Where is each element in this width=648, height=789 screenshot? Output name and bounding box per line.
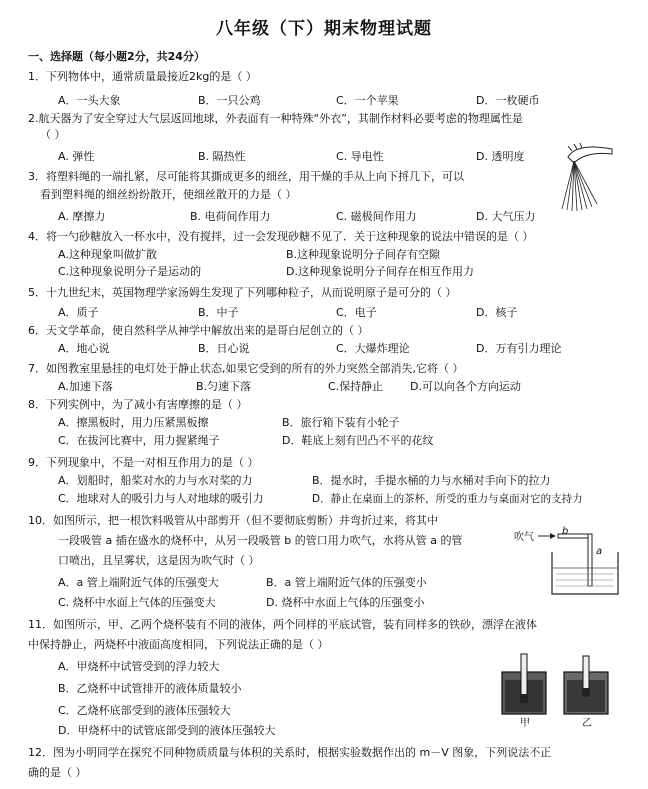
- q9-option-c: C．地球对人的吸引力与人对地球的吸引力: [58, 492, 264, 505]
- q10-stem-cont: 一段吸管 a 插在盛水的烧杯中，从另一段吸管 b 的管口用力吹气，水将从管 a 的管: [58, 534, 463, 547]
- q8-option-c: C．在拔河比赛中，用力握紧绳子: [58, 434, 220, 447]
- q3-stem: 3．将塑料绳的一端扎紧，尽可能将其撕成更多的细丝，用干燥的手从上向下捋几下，可以: [28, 170, 464, 183]
- q7-option-c: C.保持静止: [328, 380, 384, 393]
- q7-stem: 7．如图教室里悬挂的电灯处于静止状态,如果它受到的所有的外力突然全部消失,它将（ ）: [28, 362, 464, 375]
- straw-a-label: a: [596, 546, 603, 557]
- q2-option-c: C. 导电性: [336, 150, 384, 163]
- q3-option-c: C. 磁极间作用力: [336, 210, 417, 223]
- q4-option-d: D.这种现象说明分子间存在相互作用力: [286, 265, 474, 278]
- q1-stem: 1．下列物体中，通常质量最接近2kg的是（ ）: [28, 70, 257, 83]
- q11-stem: 11．如图所示，甲、乙两个烧杯装有不同的液体，两个同样的平底试管，装有同样多的铁砂，漂浮在液体: [28, 618, 537, 631]
- q5-stem: 5．十九世纪末，英国物理学家汤姆生发现了下列哪种粒子，从而说明原子是可分的（ ）: [28, 286, 457, 299]
- q2-stem: 2.航天器为了安全穿过大气层返回地球，外表面有一种特殊“外衣”，其制作材料必要考虑的物理属性是: [28, 112, 523, 125]
- beaker-drawing: [514, 528, 624, 600]
- q11-stem-cont: 中保持静止，两烧杯中液面高度相同，下列说法正确的是（ ）: [28, 638, 329, 651]
- q9-option-d: D．静止在桌面上的茶杯，所受的重力与桌面对它的支持力: [312, 493, 583, 505]
- q11-option-d: D．甲烧杯中的试管底部受到的液体压强较大: [58, 724, 276, 737]
- q4-stem: 4．将一勺砂糖放入一杯水中，没有搅拌，过一会发现砂糖不见了．关于这种现象的说法中错误的是（ ）: [28, 230, 534, 243]
- q4-option-b: B.这种现象说明分子间存有空隙: [286, 248, 441, 261]
- straw-b-label: b: [562, 526, 569, 537]
- q11-option-a: A．甲烧杯中试管受到的浮力较大: [58, 660, 220, 673]
- q3-stem-cont: 看到塑料绳的细丝纷纷散开，使细丝散开的力是（ ）: [40, 188, 297, 201]
- q8-option-d: D．鞋底上刻有凹凸不平的花纹: [282, 434, 434, 447]
- q12-stem-cont: 确的是（ ）: [28, 766, 87, 779]
- q2-option-d: D. 透明度: [476, 150, 525, 163]
- q9-option-b: B．提水时，手提水桶的力与水桶对手向下的拉力: [312, 474, 551, 487]
- beaker-left-label: 甲: [520, 718, 530, 729]
- q7-option-b: B.匀速下落: [196, 380, 252, 393]
- q6-stem: 6．天文学革命，使自然科学从神学中解放出来的是哥白尼创立的（ ）: [28, 324, 369, 337]
- beaker-right-label: 乙: [582, 718, 592, 729]
- q9-option-a: A．划船时，船桨对水的力与水对桨的力: [58, 474, 253, 487]
- q4-option-a: A.这种现象叫做扩散: [58, 248, 157, 261]
- q1-option-a: A．一头大象: [58, 94, 121, 107]
- q2-stem-cont: （ ）: [40, 128, 66, 141]
- q9-stem: 9．下列现象中，不是一对相互作用力的是（ ）: [28, 456, 259, 469]
- q5-option-b: B．中子: [198, 306, 239, 319]
- q10-option-b: B．a 管上端附近气体的压强变小: [266, 576, 427, 589]
- q8-stem: 8．下列实例中，为了减小有害摩擦的是（ ）: [28, 398, 248, 411]
- spreading-strings-figure: [560, 143, 618, 213]
- q2-option-a: A. 弹性: [58, 150, 95, 163]
- q10-option-c: C. 烧杯中水面上气体的压强变大: [58, 596, 216, 609]
- q8-option-b: B．旅行箱下装有小轮子: [282, 416, 400, 429]
- q11-option-b: B．乙烧杯中试管排开的液体质量较小: [58, 682, 242, 695]
- q5-option-c: C．电子: [336, 306, 377, 319]
- q3-option-b: B. 电荷间作用力: [190, 210, 271, 223]
- q1-option-b: B．一只公鸡: [198, 94, 261, 107]
- q6-option-b: B．日心说: [198, 342, 250, 355]
- q10-stem-cont2: 口喷出，且呈雾状，这是因为吹气时（ ）: [58, 554, 260, 567]
- q12-stem: 12．图为小明同学在探究不同种物质质量与体积的关系时，根据实验数据作出的 m－V 图象，下列说法不正: [28, 746, 552, 759]
- q8-option-a: A．擦黑板时，用力压紧黑板擦: [58, 416, 209, 429]
- section-heading: 一、选择题（每小题2分，共24分）: [28, 50, 205, 63]
- q6-option-a: A．地心说: [58, 342, 110, 355]
- q3-option-a: A. 摩擦力: [58, 210, 106, 223]
- q1-option-d: D．一枚硬币: [476, 94, 540, 107]
- q1-option-c: C．一个苹果: [336, 94, 399, 107]
- page-title: 八年级（下）期末物理试题: [216, 19, 432, 39]
- q5-option-a: A．质子: [58, 306, 99, 319]
- two-beakers-figure: [494, 652, 624, 729]
- q11-option-c: C．乙烧杯底部受到的液体压强较大: [58, 704, 231, 717]
- q6-option-d: D．万有引力理论: [476, 342, 562, 355]
- q7-option-a: A.加速下落: [58, 380, 113, 393]
- q3-option-d: D. 大气压力: [476, 210, 536, 223]
- q10-option-d: D. 烧杯中水面上气体的压强变小: [266, 596, 425, 609]
- q5-option-d: D．核子: [476, 306, 518, 319]
- blow-label: 吹气: [514, 532, 534, 543]
- q7-option-d: D.可以向各个方向运动: [410, 380, 521, 393]
- q2-option-b: B. 隔热性: [198, 150, 246, 163]
- beakers-drawing: [494, 652, 624, 726]
- q4-option-c: C.这种现象说明分子是运动的: [58, 265, 202, 278]
- q6-option-c: C．大爆炸理论: [336, 342, 410, 355]
- q10-stem: 10．如图所示，把一根饮料吸管从中部剪开（但不要彻底剪断）并弯折过来，将其中: [28, 514, 438, 527]
- q10-option-a: A．a 管上端附近气体的压强变大: [58, 576, 219, 589]
